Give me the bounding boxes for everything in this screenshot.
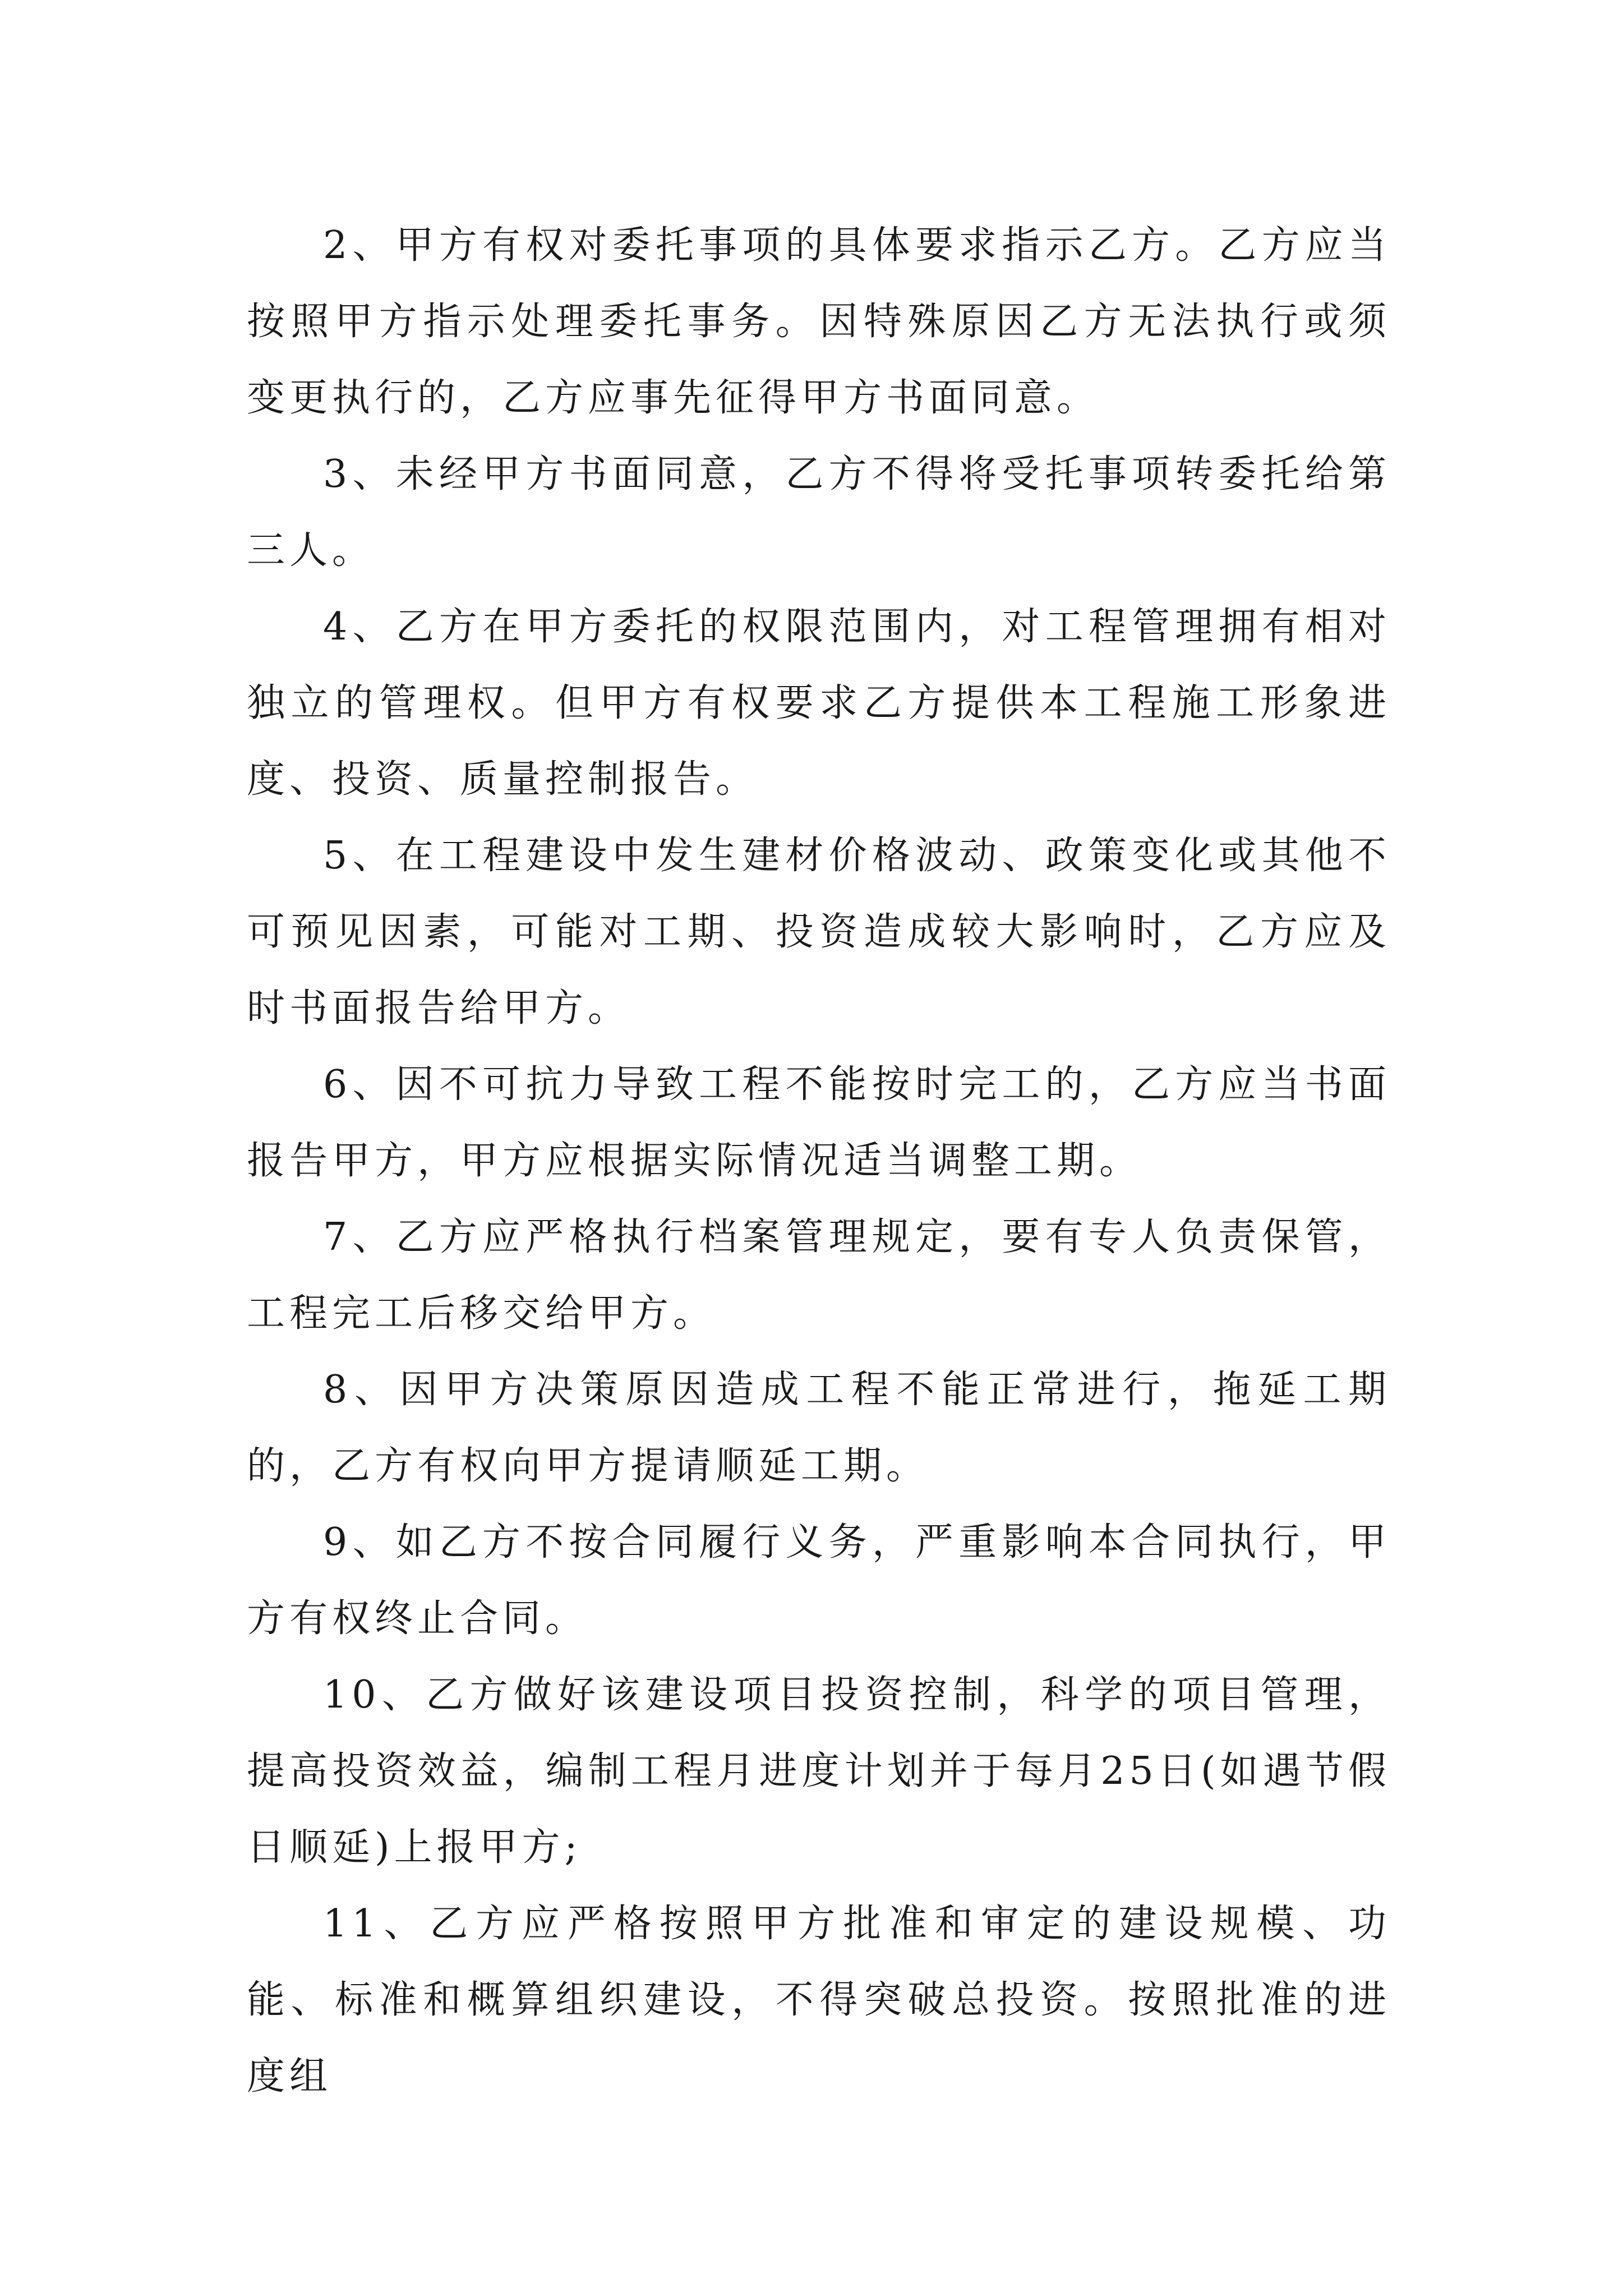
paragraph-5: 5、在工程建设中发生建材价格波动、政策变化或其他不可预见因素，可能对工期、投资造成较大影响时，乙方应及时书面报告给甲方。	[247, 834, 1391, 1030]
document-body	[247, 208, 1391, 2115]
paragraph-3: 3、未经甲方书面同意，乙方不得将受托事项转委托给第三人。	[247, 452, 1391, 573]
paragraph-4: 4、乙方在甲方委托的权限范围内，对工程管理拥有相对独立的管理权。但甲方有权要求乙方提供本工程施工形象进度、投资、质量控制报告。	[247, 605, 1391, 802]
paragraph-7: 7、乙方应严格执行档案管理规定，要有专人负责保管，工程完工后移交给甲方。	[247, 1215, 1391, 1336]
paragraph-10: 10、乙方做好该建设项目投资控制，科学的项目管理，提高投资效益，编制工程月进度计划并于每月25日(如遇节假日顺延)上报甲方;	[247, 1673, 1391, 1870]
paragraph-8: 8、因甲方决策原因造成工程不能正常进行，拖延工期的，乙方有权向甲方提请顺延工期。	[247, 1368, 1391, 1488]
paragraph-9: 9、如乙方不按合同履行义务，严重影响本合同执行，甲方有权终止合同。	[247, 1520, 1391, 1641]
paragraph-2: 2、甲方有权对委托事项的具体要求指示乙方。乙方应当按照甲方指示处理委托事务。因特殊原因乙方无法执行或须变更执行的，乙方应事先征得甲方书面同意。	[247, 223, 1391, 420]
paragraph-6: 6、因不可抗力导致工程不能按时完工的，乙方应当书面报告甲方，甲方应根据实际情况适当调整工期。	[247, 1062, 1391, 1183]
paragraph-11: 11、乙方应严格按照甲方批准和审定的建设规模、功能、标准和概算组织建设，不得突破总投资。按照批准的进度组	[247, 1902, 1391, 2099]
